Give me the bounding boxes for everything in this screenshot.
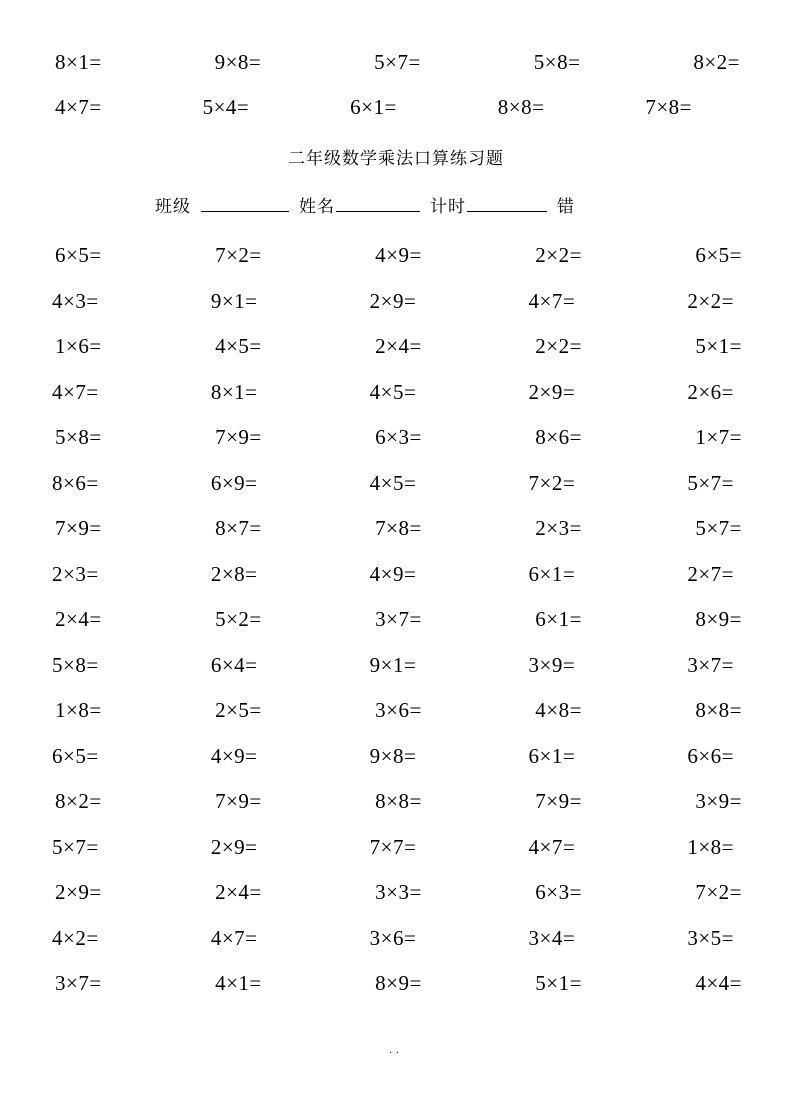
problem-cell: 8×8=: [695, 698, 742, 723]
problem-cell: 3×5=: [687, 925, 734, 950]
wrong-count-label: 错: [557, 197, 575, 217]
problem-cell: 6×9=: [210, 470, 258, 495]
problem-row: [0, 279, 792, 325]
problem-cell: 7×8=: [375, 516, 422, 541]
problem-row: [0, 324, 792, 370]
problem-cell: 5×1=: [695, 334, 742, 359]
time-input-blank[interactable]: [467, 197, 547, 212]
bottom-mark: ..: [389, 1044, 403, 1056]
problem-cell: 9×1=: [210, 288, 258, 313]
problem-cell: 4×7=: [52, 379, 99, 404]
problem-cell: 8×8=: [497, 95, 545, 119]
problem-cell: 7×9=: [215, 789, 262, 814]
problem-row: [0, 597, 792, 643]
problem-row: [0, 461, 792, 507]
problem-cell: 3×9=: [528, 652, 576, 677]
problem-cell: 6×5=: [695, 243, 742, 268]
problem-cell: 6×1=: [350, 95, 397, 119]
problem-cell: 2×5=: [215, 698, 262, 723]
problem-cell: 2×3=: [535, 516, 582, 541]
problem-cell: 4×4=: [695, 971, 742, 996]
problem-row: [0, 916, 792, 962]
problem-cell: 4×3=: [52, 288, 99, 313]
page-title: 二年级数学乘法口算练习题: [288, 149, 504, 169]
problem-cell: 3×6=: [369, 925, 417, 950]
problem-cell: 2×2=: [687, 288, 734, 313]
student-info-header: [155, 192, 675, 217]
problem-row: [0, 688, 792, 734]
problem-row: [0, 734, 792, 780]
problem-row: [0, 552, 792, 598]
problem-row: [0, 825, 792, 871]
problem-cell: 1×8=: [687, 834, 734, 859]
problem-cell: 7×2=: [695, 880, 742, 905]
problem-cell: 8×2=: [693, 50, 740, 74]
time-label: 计时: [430, 197, 466, 217]
problem-cell: 8×1=: [210, 379, 258, 404]
problem-cell: 6×6=: [687, 743, 734, 768]
problem-cell: 4×7=: [528, 288, 576, 313]
problem-cell: 2×2=: [535, 334, 582, 359]
problem-cell: 4×9=: [369, 561, 417, 586]
problem-cell: 3×4=: [528, 925, 576, 950]
problem-cell: 4×5=: [369, 379, 417, 404]
problem-row: [0, 506, 792, 552]
problem-cell: 9×8=: [214, 50, 262, 74]
problem-cell: 1×7=: [695, 425, 742, 450]
problem-cell: 6×1=: [528, 743, 576, 768]
problem-cell: 7×9=: [215, 425, 262, 450]
problem-cell: 6×5=: [55, 243, 102, 268]
problem-cell: 1×8=: [55, 698, 102, 723]
class-input-blank[interactable]: [201, 197, 289, 212]
problem-cell: 2×7=: [687, 561, 734, 586]
problem-cell: 6×1=: [535, 607, 582, 632]
problem-cell: 4×7=: [528, 834, 576, 859]
problem-cell: 4×9=: [210, 743, 258, 768]
problem-cell: 5×1=: [535, 971, 582, 996]
problem-cell: 7×9=: [535, 789, 582, 814]
problem-cell: 4×7=: [210, 925, 258, 950]
problem-cell: 6×3=: [535, 880, 582, 905]
problem-cell: 3×7=: [687, 652, 734, 677]
problem-cell: 4×8=: [535, 698, 582, 723]
problem-cell: 7×8=: [645, 95, 692, 119]
problem-cell: 3×3=: [375, 880, 422, 905]
problem-cell: 5×4=: [202, 95, 250, 119]
problem-cell: 5×7=: [687, 470, 734, 495]
problem-cell: 5×7=: [695, 516, 742, 541]
problem-cell: 3×6=: [375, 698, 422, 723]
problem-cell: 7×2=: [215, 243, 262, 268]
name-input-blank[interactable]: [336, 197, 420, 212]
problem-row: [0, 779, 792, 825]
problem-cell: 8×2=: [55, 789, 102, 814]
problem-cell: 6×4=: [210, 652, 258, 677]
problem-cell: 5×8=: [533, 50, 581, 74]
problem-row: [0, 643, 792, 689]
problem-cell: 2×3=: [52, 561, 99, 586]
problem-cell: 5×8=: [52, 652, 99, 677]
problem-cell: 9×8=: [369, 743, 417, 768]
problem-cell: 1×6=: [55, 334, 102, 359]
problem-cell: 7×7=: [369, 834, 417, 859]
name-label: 姓名: [299, 197, 335, 217]
problem-cell: 4×5=: [215, 334, 262, 359]
problem-cell: 2×2=: [535, 243, 582, 268]
problem-cell: 2×4=: [375, 334, 422, 359]
problem-cell: 8×6=: [52, 470, 99, 495]
problem-cell: 4×1=: [215, 971, 262, 996]
problem-cell: 2×4=: [215, 880, 262, 905]
problem-row: [0, 370, 792, 416]
problem-row: [0, 415, 792, 461]
problem-cell: 2×6=: [687, 379, 734, 404]
problem-cell: 8×1=: [55, 50, 102, 74]
problem-cell: 7×2=: [528, 470, 576, 495]
problem-cell: 8×8=: [375, 789, 422, 814]
problem-cell: 5×8=: [55, 425, 102, 450]
problem-cell: 8×9=: [375, 971, 422, 996]
problem-cell: 3×7=: [375, 607, 422, 632]
top-problem-row: [0, 85, 792, 130]
problem-cell: 2×8=: [210, 561, 258, 586]
problem-cell: 8×6=: [535, 425, 582, 450]
problem-cell: 2×9=: [210, 834, 258, 859]
problem-cell: 3×9=: [695, 789, 742, 814]
problem-cell: 3×7=: [55, 971, 102, 996]
problem-cell: 4×5=: [369, 470, 417, 495]
problem-cell: 9×1=: [369, 652, 417, 677]
problem-cell: 2×9=: [528, 379, 576, 404]
problem-cell: 6×1=: [528, 561, 576, 586]
problem-cell: 8×9=: [695, 607, 742, 632]
problem-cell: 6×3=: [375, 425, 422, 450]
problem-row: [0, 233, 792, 279]
class-label: 班级: [155, 197, 191, 217]
top-problem-row: [0, 40, 792, 85]
problem-cell: 2×4=: [55, 607, 102, 632]
problem-cell: 4×2=: [52, 925, 99, 950]
problem-cell: 6×5=: [52, 743, 99, 768]
problem-row: [0, 961, 792, 1007]
problem-cell: 8×7=: [215, 516, 262, 541]
problem-row: [0, 870, 792, 916]
problem-cell: 2×9=: [55, 880, 102, 905]
problem-cell: 7×9=: [55, 516, 102, 541]
problem-cell: 5×7=: [374, 50, 421, 74]
problem-cell: 4×7=: [55, 95, 102, 119]
problem-cell: 5×7=: [52, 834, 99, 859]
problem-cell: 2×9=: [369, 288, 417, 313]
problem-cell: 4×9=: [375, 243, 422, 268]
top-problem-block: [0, 40, 792, 130]
problem-grid: [0, 233, 792, 1007]
problem-cell: 5×2=: [215, 607, 262, 632]
